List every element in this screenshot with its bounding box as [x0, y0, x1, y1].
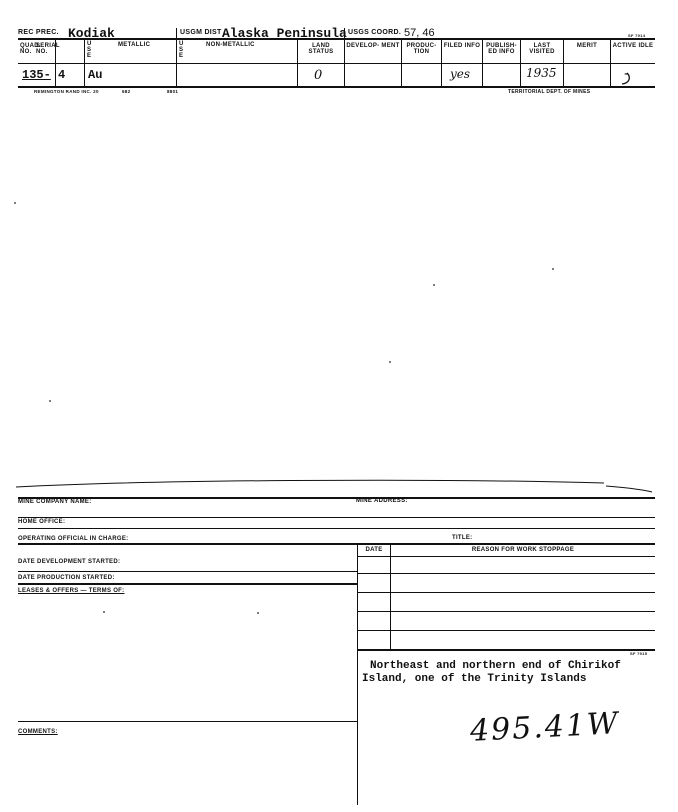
col-non-metallic: NON-METALLIC	[206, 42, 255, 48]
comments-label: COMMENTS:	[18, 729, 58, 735]
prod-started-label: DATE PRODUCTION STARTED:	[18, 575, 115, 581]
date-label: DATE	[365, 547, 383, 553]
usgs-coord-label: USGS COORD.	[348, 29, 402, 36]
home-office-label: HOME OFFICE:	[18, 519, 66, 525]
footer-right: TERRITORIAL DEPT. OF MINES	[508, 89, 591, 95]
col-serial: SERIAL NO.	[36, 43, 60, 55]
active-idle-value: ‐	[624, 64, 630, 82]
col-merit: MERIT	[576, 43, 598, 49]
reason-label: REASON FOR WORK STOPPAGE	[471, 547, 575, 553]
filed-info-value: yes	[450, 67, 471, 81]
serial-value: 4	[58, 68, 66, 82]
col-active-idle: ACTIVE IDLE	[612, 43, 654, 49]
location-line-1: Northeast and northern end of Chirikof	[370, 660, 621, 672]
col-production: PRODUC- TION	[406, 43, 437, 55]
col-published-info: PUBLISH- ED INFO	[486, 43, 517, 55]
col-development: DEVELOP- MENT	[346, 43, 400, 49]
handwritten-note: 495.41W	[469, 706, 621, 749]
col-quad: QUAD. NO.	[20, 43, 41, 55]
col-filed-info: FILED INFO	[443, 43, 481, 49]
footer-mid-1: 682	[122, 89, 131, 94]
mine-address-label: MINE ADDRESS:	[356, 498, 408, 504]
col-use-nonmetallic: U S E	[179, 41, 184, 59]
mine-company-name-label: MINE COMPANY NAME:	[18, 499, 92, 505]
form-number-bottom: SF 7915	[630, 651, 648, 656]
footer-mid-2: 8801	[167, 89, 179, 94]
operating-official-label: OPERATING OFFICIAL IN CHARGE:	[18, 536, 129, 542]
form-number-top: SF 7914	[628, 33, 646, 38]
footer-left: REMINGTON RAND INC. 20	[34, 89, 99, 94]
leases-label: LEASES & OFFERS — TERMS OF:	[18, 588, 125, 594]
col-use-metallic: U S E	[87, 41, 92, 59]
location-line-2: Island, one of the Trinity Islands	[362, 673, 587, 685]
col-land-status: LAND STATUS	[308, 43, 334, 55]
quad-value: 135-	[22, 68, 51, 82]
dev-started-label: DATE DEVELOPMENT STARTED:	[18, 559, 121, 565]
card-top-edge	[0, 470, 678, 500]
active-idle-mark-icon	[618, 72, 634, 86]
last-visited-value: 1935	[526, 66, 557, 80]
land-status-value: 0	[314, 68, 323, 83]
usgs-dist-value: Alaska Peninsula	[222, 26, 347, 41]
title-label: TITLE:	[452, 535, 473, 541]
col-metallic: METALLIC	[118, 42, 151, 48]
metallic-value: Au	[88, 68, 103, 82]
rec-prec-value: Kodiak	[68, 26, 115, 41]
rec-prec-label: REC PREC.	[18, 29, 59, 36]
usgs-dist-label: USGM DIST	[180, 29, 222, 36]
usgs-coord-value: 57, 46	[404, 27, 435, 39]
col-last-visited: LAST VISITED	[529, 43, 555, 55]
